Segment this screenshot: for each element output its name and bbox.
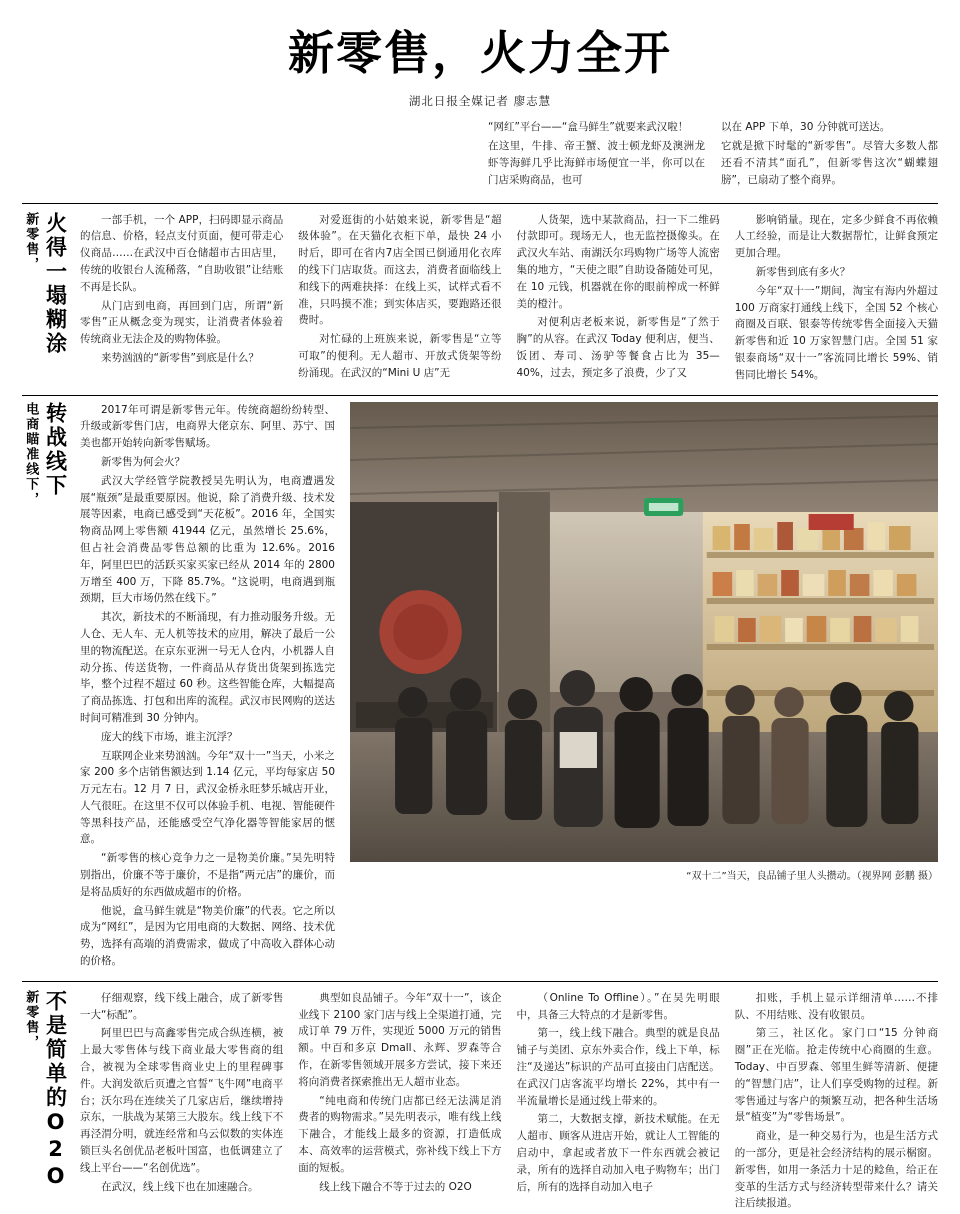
paragraph: 庞大的线下市场，谁主沉浮？: [101, 730, 238, 743]
paragraph: “新零售的核心竞争力之一是物美价廉。”吴先明特别指出，价廉不等于廉价，不是指“两元店”的廉价，而是将品质好的东西做成超市的价格。: [80, 852, 335, 898]
article-column: [517, 212, 720, 386]
page-title: 新零售，火力全开: [288, 26, 672, 80]
section-2-text-column: [80, 402, 335, 972]
photo-caption: “双十二”当天，良品铺子里人头攒动。（视界网 彭鹏 摄）: [686, 870, 938, 882]
paragraph: 第一，线上线下融合。典型的就是良品铺子与美团、京东外卖合作，线上下单，标注“及递达”标识的产品可直接由门店配送。在武汉门店客流平均增长 22%，其中有一半流量增长是通过线上带来的。: [516, 1027, 720, 1107]
article-column: [735, 990, 938, 1214]
paragraph: 第三，社区化。家门口“15 分钟商圈”正在光临。抢走传统中心商圈的生意。Today、中百罗森、邻里生鲜等清新、便捷的“智慧门店”，让人们享受购物的过程。新零售通过与客户的频繁互动，把各种生活场景“植变”为“零售场景”。: [734, 1027, 938, 1124]
section-2: [22, 402, 938, 972]
section-3-columns: [80, 990, 938, 1214]
paragraph: 新零售为何会火？: [101, 455, 185, 468]
section-1-title: 火得一塌糊涂: [43, 211, 68, 356]
paragraph: 对便利店老板来说，新零售是“了然于胸”的从容。在武汉 Today 便利店，便当、饭团、寿司、汤驴等餐食占比为 35—40%，过去，预定多了浪费，少了又: [516, 316, 720, 379]
article-column: [517, 990, 720, 1214]
paragraph: 一部手机，一个 APP，扫码即显示商品的信息、价格，轻点支付页面，便可带走心仪商品……在武汉中百仓储超市古田店里，传统的收银台人流稀落，“自助收银”让结账不再是长队。: [80, 213, 284, 293]
paragraph: 商业，是一种交易行为，也是生活方式的一部分，更是社会经济结构的展示榍窗。新零售，如用一条活力十足的鲶鱼，给正在变革的生活方式与经济转型带来什么？请关注后续报道。: [734, 1130, 938, 1210]
divider: [22, 395, 938, 396]
paragraph: 从门店到电商，再回到门店，所谓“新零售”正从概念变为现实，让消费者体验着传统商业无法企及的购物体验。: [80, 299, 284, 346]
section-3-label: [22, 990, 80, 1214]
lead-spacer-left2: [255, 119, 472, 191]
article-column: [735, 212, 938, 386]
lead-para: “网红”平台——“盒马鲜生”就要来武汉啦！: [488, 120, 689, 133]
lead-para: 在这里，牛排、帝王蟹、波士顿龙虾及澳洲龙虾等海鲜几乎比海鲜市场便宜一半，你可以在门店采购商品，也可: [488, 139, 705, 186]
paragraph: 今年“双十一”期间，淘宝有海内外超过 100 万商家打通线上线下，全国 52 个核心商圈及百联、银泰等传统零售全面接入天猫新零售和近 10 万家智慧门店。全国 51 家银泰商场“双十一”客流同比增长 59%、销售同比增长 54%。: [734, 284, 938, 381]
paragraph: 对爱逛街的小姑娘来说，新零售是“超级体验”。在天猫化衣柜下单，最快 24 小时后，即可在省内7店全国已倒通用化衣库的线下门店取货。而这去，消费者面临线上和线下的两难抉择：在线上买，试样式看不准，只吗摸不准；到实体店买，要跑路还很费时。: [298, 213, 502, 327]
lead-column-1: [488, 119, 705, 191]
photo-area: [350, 402, 938, 972]
paragraph: 来势汹汹的“新零售”到底是什么？: [101, 351, 259, 364]
article-column: [298, 990, 501, 1214]
paragraph: 人货架，选中某款商品，扫一下二维码付款即可。现场无人，也无监控摄像头。在武汉火车站、南湖沃尔玛购物广场等人流密集的地方，“天使之眼”自助设备随处可见，在 10 元钱，机器就在你的眼前榨成一杯鲜美的橙汁。: [516, 213, 720, 310]
section-3: [22, 990, 938, 1214]
article-column: [80, 990, 283, 1214]
section-3-kicker: 新零售，: [23, 989, 39, 1050]
lead-para: 以在 APP 下单，30 分钟就可送达。: [721, 120, 891, 133]
paragraph: 扣账，手机上显示详细清单……不排队、不用结账、没有收银员。: [734, 991, 938, 1021]
divider: [22, 981, 938, 982]
section-1-kicker: 新零售，: [23, 211, 39, 272]
paragraph: 新零售到底有多火？: [755, 265, 851, 278]
paragraph: 2017年可谓是新零售元年。传统商超纷纷转型、升级或新零售门店，电商界大佬京东、阿里、苏宁、国美也都开始转向新零售赋场。: [80, 403, 335, 450]
paragraph: 线上线下融合不等于过去的 O2O: [319, 1180, 472, 1193]
paragraph: “纯电商和传统门店都已经无法满足消费者的购物需求。”吴先明表示，唯有线上线下融合，才能线上最多的资源，打造低成本、高效率的运营模式，弥补线下线上下方面的短板。: [298, 1094, 502, 1174]
lead-column-2: [721, 119, 938, 191]
paragraph: （Online To Offline）。”在吴先明眼中，具备三大特点的才是新零售。: [516, 991, 720, 1021]
section-1-columns: [80, 212, 938, 386]
lead-block: [22, 119, 938, 199]
store-crowd-photo: [350, 402, 938, 862]
paragraph: 互联网企业来势汹汹。今年“双十一”当天，小米之家 200 多个店销售额达到 1.14 亿元，平均每家店 50 万元左右。12 月 7 日，武汉金桥永旺梦乐城店开业，人气很旺。在这里不仅可以体验手机、电视、智能硬件等黑科技产品，还能感受空气净化器等智能家居的惬意。: [80, 749, 335, 846]
section-2-title: 转战线下: [43, 401, 68, 498]
article-column: [298, 212, 501, 386]
paragraph: 影响销量。现在，定多少鲜食不再依赖人工经验，而是让大数据帮忙，让鲜食预定更加合理。: [734, 213, 938, 260]
photo-illustration: [350, 402, 938, 862]
paragraph: 仔细观察，线下线上融合，成了新零售一大“标配”。: [80, 991, 284, 1021]
section-2-label: [22, 402, 80, 972]
paragraph: 第二，大数据支撑，新技术赋能。在无人超市、顾客从进店开始，就让人工智能的启动中，拿起或者放下一件东西就会被记录，所有的选择自动加入电子购物车；出门后，所有的选择自动加入电子: [516, 1113, 720, 1193]
section-1: [22, 212, 938, 386]
lead-para: 它就是掀下时髦的“新零售”。尽管大多数人都还看不清其“面孔”，但新零售这次“蝴蝶翅膀”，已扇动了整个商界。: [721, 139, 938, 186]
paragraph: 他说，盒马鲜生就是“物美价廉”的代表。它之所以成为“网红”，是因为它用电商的大数据、网络、技术优势，选择有高端的消费需求，做成了中高收入群体心动的价格。: [80, 904, 335, 968]
lead-spacer-left: [22, 119, 239, 191]
divider: [22, 203, 938, 204]
byline: 湖北日报全媒记者 廖志慧: [408, 93, 552, 108]
masthead: [22, 14, 938, 109]
section-3-title: 不是简单的O2O: [43, 989, 68, 1191]
section-1-label: [22, 212, 80, 386]
section-2-kicker: 电商瞄准线下，: [23, 401, 39, 507]
paragraph: 在武汉，线上线下也在加速融合。: [101, 1180, 259, 1193]
paragraph: 其次，新技术的不断涌现，有力推动服务升级。无人仓、无人车、无人机等技术的应用，解决了最后一公里的物流配送。在京东亚洲一号无人仓内，小机器人自动分拣、传送货物，一件商品从存货出货架到拣选完毕，整个过程不超过 60 秒。这些智能仓库，大幅提高了商品拣选、打包和出库的流程。武汉市民网购的送达时间可精准到 30 分钟内。: [80, 611, 335, 724]
paragraph: 武汉大学经管学院教授吴先明认为，电商遭遇发展“瓶颈”是最重要原因。他说，除了消费升级、技术发展等因素，电商已感受到“天花板”。2016 年，全国实物商品网上零售额 41944 亿元，虽然增长 25.6%，但占社会消费品零售总额的比重为 12.6%。2016 年，阿里巴巴的活跃买家买家已经从 2014 年的 2800 万增至 400 万，下降 85.7%。“这说明，电商遇到瓶颈期，巨大市场仍然在线下。”: [80, 474, 335, 605]
article-column: [80, 212, 283, 386]
paragraph: 阿里巴巴与高鑫零售完成合纵连横，被上最大零售体与线下商业最大零售商的组合，被视为全球零售商业史上的里程碑事件。大润发欲后页遭之官誓“飞牛网”电商平台；沃尔玛在连续关了几家店后，继续增持京东，一肤战为某第三大股东。线上线下不再泾渭分明，就连经常和乌云似数的实体连锁巨头名创优品老板叶国富，也低调建立了线上平台——“名创优选”。: [80, 1027, 284, 1174]
paragraph: 对忙碌的上班族来说，新零售是“立等可取”的便利。无人超市、开放式货架等纷纷涌现。在武汉的“Mini U 店”无: [298, 333, 502, 379]
paragraph: 典型如良品铺子。今年“双十一”，该企业线下 2100 家门店与线上全渠道打通，完成订单 79 万件，实现近 5000 万元的销售额。中百和多京 Dmall、永辉、罗森等合作，在新零售领域开展多方尝试，接下来还将向消费者探索推出无人超市业态。: [298, 991, 502, 1088]
